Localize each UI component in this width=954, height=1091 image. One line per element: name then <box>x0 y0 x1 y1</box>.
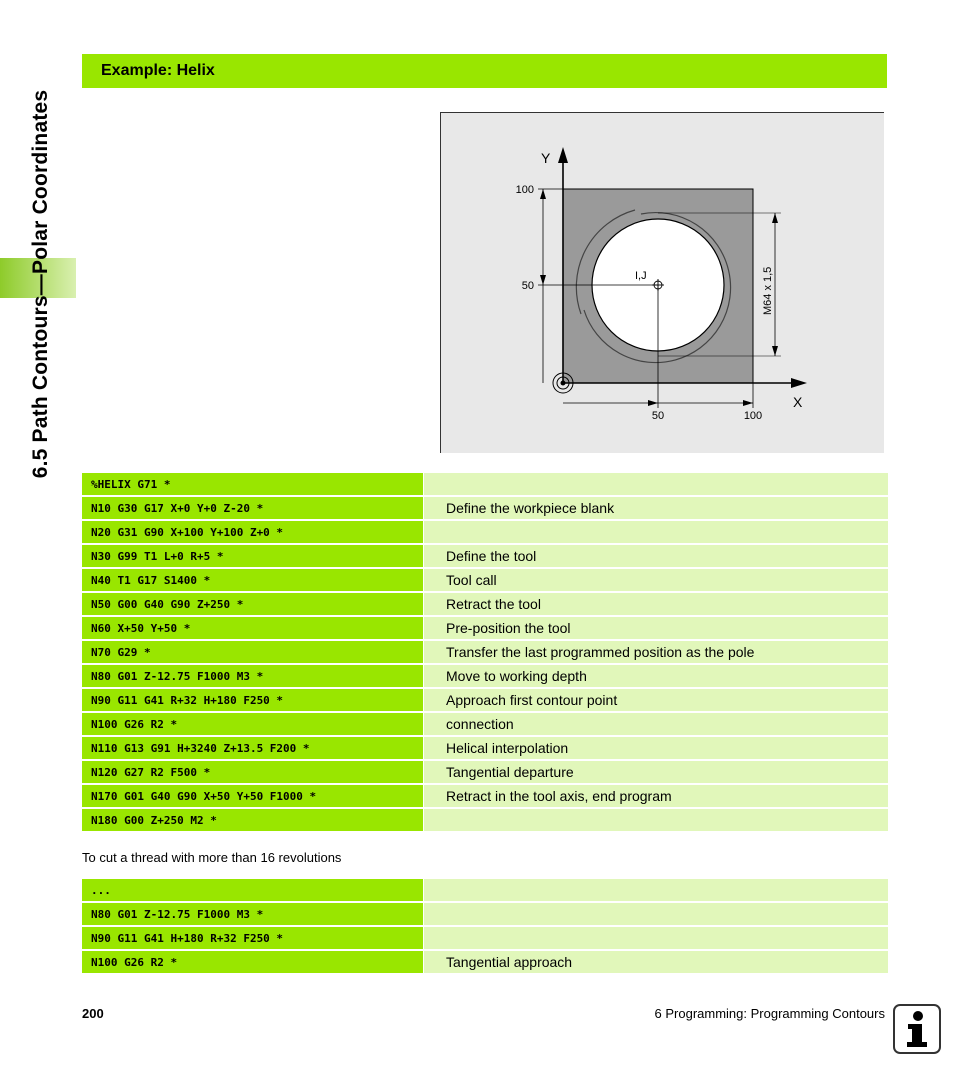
nc-code: %HELIX G71 * <box>82 473 423 495</box>
nc-description: Transfer the last programmed position as the pole <box>424 641 888 663</box>
table-row <box>82 737 888 759</box>
nc-description <box>424 809 888 831</box>
nc-description: Retract the tool <box>424 593 888 615</box>
nc-description: Move to working depth <box>424 665 888 687</box>
y-tick-100: 100 <box>515 184 534 196</box>
chapter-side-title <box>23 54 59 514</box>
center-label: I,J <box>635 270 647 282</box>
note-text: To cut a thread with more than 16 revolutions <box>82 850 342 865</box>
table-row <box>82 761 888 783</box>
table-row <box>82 617 888 639</box>
nc-code: N90 G11 G41 H+180 R+32 F250 * <box>82 927 423 949</box>
program-table-2 <box>82 879 888 975</box>
nc-description: Pre-position the tool <box>424 617 888 639</box>
nc-code: N30 G99 T1 L+0 R+5 * <box>82 545 423 567</box>
table-row <box>82 809 888 831</box>
nc-code: N120 G27 R2 F500 * <box>82 761 423 783</box>
nc-code: N170 G01 G40 G90 X+50 Y+50 F1000 * <box>82 785 423 807</box>
helix-figure <box>440 112 884 453</box>
nc-description: Retract in the tool axis, end program <box>424 785 888 807</box>
nc-code: N100 G26 R2 * <box>82 951 423 973</box>
y-axis-arrow <box>558 147 568 163</box>
nc-description: Tangential approach <box>424 951 888 973</box>
table-row <box>82 951 888 973</box>
x-axis-arrow <box>791 378 807 388</box>
page-number: 200 <box>82 1006 104 1021</box>
section-header <box>82 54 887 88</box>
table-row <box>82 641 888 663</box>
nc-code: N110 G13 G91 H+3240 Z+13.5 F200 * <box>82 737 423 759</box>
thread-dim-arrow-bottom <box>772 346 778 356</box>
thread-dim-arrow-top <box>772 213 778 223</box>
x-tick-50: 50 <box>651 410 665 422</box>
program-table <box>82 473 888 833</box>
nc-code: N50 G00 G40 G90 Z+250 * <box>82 593 423 615</box>
nc-description <box>424 473 888 495</box>
table-row <box>82 665 888 687</box>
info-icon <box>893 1004 941 1054</box>
nc-code: N100 G26 R2 * <box>82 713 423 735</box>
x-tick-100: 100 <box>743 410 763 422</box>
nc-description: connection <box>424 713 888 735</box>
nc-code: N80 G01 Z-12.75 F1000 M3 * <box>82 665 423 687</box>
x-axis-label: X <box>793 394 803 410</box>
table-row <box>82 545 888 567</box>
nc-description: Helical interpolation <box>424 737 888 759</box>
nc-code: N70 G29 * <box>82 641 423 663</box>
helix-drawing <box>441 113 885 454</box>
origin-dot <box>561 381 566 386</box>
y-axis-label: Y <box>541 150 551 166</box>
nc-code: N40 T1 G17 S1400 * <box>82 569 423 591</box>
table-row <box>82 879 888 901</box>
nc-description <box>424 879 888 901</box>
table-row <box>82 521 888 543</box>
y-dim-arrow-mid <box>540 275 546 285</box>
table-row <box>82 593 888 615</box>
table-row <box>82 903 888 925</box>
nc-code: N80 G01 Z-12.75 F1000 M3 * <box>82 903 423 925</box>
x-dim-arrow-right <box>743 400 753 406</box>
table-row <box>82 927 888 949</box>
x-dim-arrow-mid <box>648 400 658 406</box>
table-row <box>82 689 888 711</box>
y-dim-arrow-top <box>540 189 546 199</box>
thread-label: M64 x 1,5 <box>762 266 774 315</box>
nc-description: Define the tool <box>424 545 888 567</box>
nc-code: N60 X+50 Y+50 * <box>82 617 423 639</box>
nc-description: Define the workpiece blank <box>424 497 888 519</box>
y-tick-50: 50 <box>521 280 534 292</box>
nc-code: ... <box>82 879 423 901</box>
table-row <box>82 785 888 807</box>
table-row <box>82 713 888 735</box>
section-title: Example: Helix <box>101 62 215 79</box>
nc-code: N20 G31 G90 X+100 Y+100 Z+0 * <box>82 521 423 543</box>
nc-description <box>424 903 888 925</box>
nc-description: Approach first contour point <box>424 689 888 711</box>
nc-code: N90 G11 G41 R+32 H+180 F250 * <box>82 689 423 711</box>
nc-description: Tool call <box>424 569 888 591</box>
nc-description <box>424 927 888 949</box>
nc-code: N10 G30 G17 X+0 Y+0 Z-20 * <box>82 497 423 519</box>
table-row <box>82 473 888 495</box>
nc-description: Tangential departure <box>424 761 888 783</box>
footer-chapter: 6 Programming: Programming Contours <box>654 1006 885 1021</box>
nc-description <box>424 521 888 543</box>
nc-code: N180 G00 Z+250 M2 * <box>82 809 423 831</box>
table-row <box>82 569 888 591</box>
table-row <box>82 497 888 519</box>
chapter-title-text: 6.5 Path Contours—Polar Coordinates <box>29 89 52 479</box>
info-glyph <box>902 1010 932 1048</box>
